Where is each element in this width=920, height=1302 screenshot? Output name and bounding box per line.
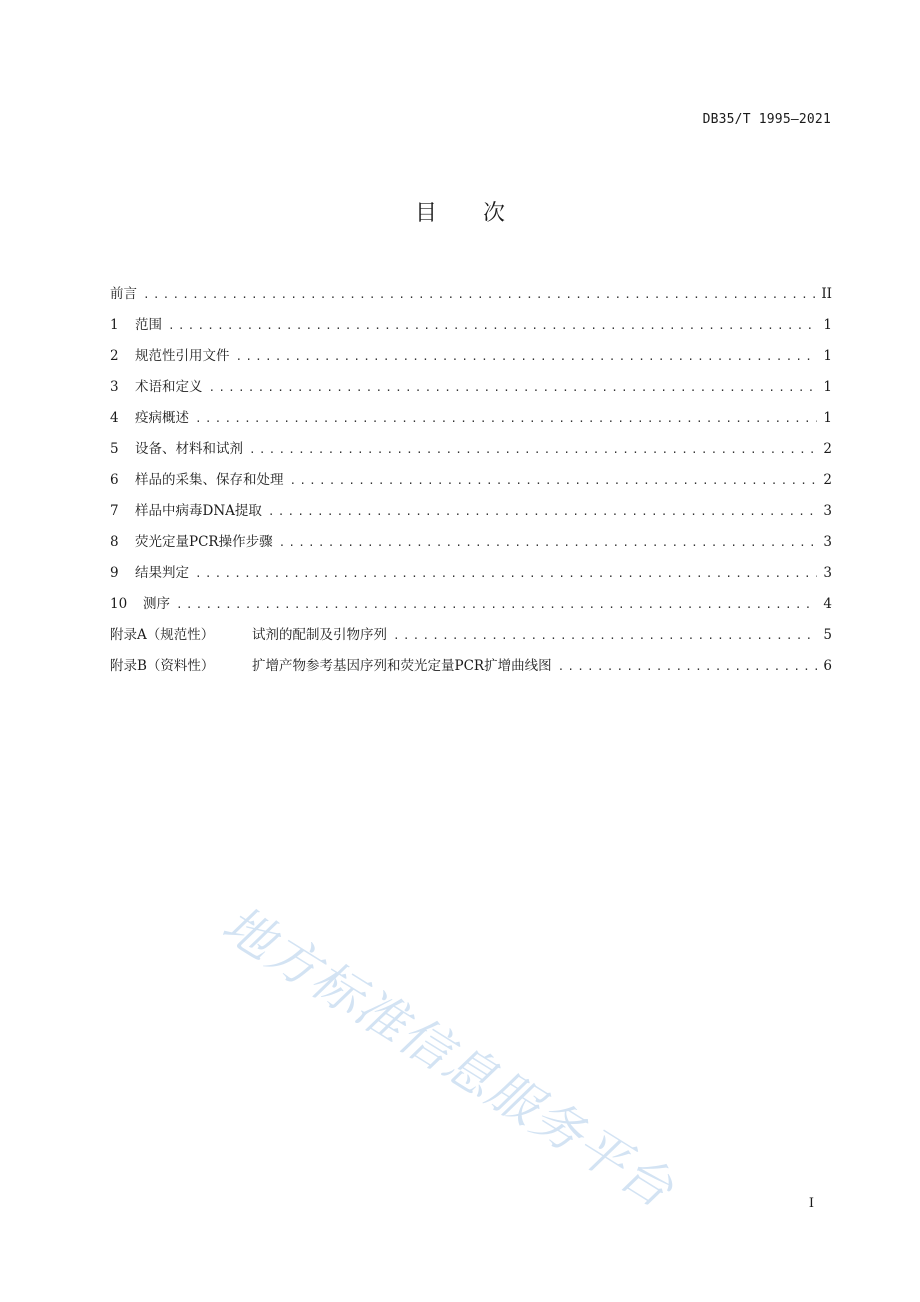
toc-entry-title: 疫病概述 — [135, 410, 189, 426]
toc-entry-page: 2 — [823, 472, 832, 488]
toc-entry-page: 1 — [823, 348, 832, 364]
toc-entry-page: 6 — [823, 658, 832, 674]
toc-entry-title: 设备、材料和试剂 — [135, 441, 243, 457]
toc-entry-title: 扩增产物参考基因序列和荧光定量PCR扩增曲线图 — [252, 658, 552, 674]
toc-entry-page: 3 — [823, 503, 832, 519]
toc-entry-sample-collection[interactable] — [110, 468, 832, 499]
toc-entry-terms-definitions[interactable] — [110, 375, 832, 406]
toc-leader-dots — [236, 350, 818, 363]
toc-entry-title: 荧光定量PCR操作步骤 — [135, 534, 273, 550]
toc-leader-dots — [168, 319, 817, 332]
toc-entry-title: 样品中病毒DNA提取 — [135, 503, 262, 519]
toc-entry-title: 规范性引用文件 — [135, 348, 230, 364]
toc-entry-number: 3 — [110, 379, 119, 395]
toc-entry-number: 2 — [110, 348, 119, 364]
toc-entry-page: 3 — [823, 534, 832, 550]
toc-entry-number: 附录B（资料性） — [110, 658, 215, 674]
toc-leader-dots — [143, 288, 815, 301]
toc-entry-page: II — [821, 286, 832, 302]
toc-entry-number: 8 — [110, 534, 119, 550]
page-number: I — [808, 1196, 814, 1211]
toc-leader-dots — [249, 443, 817, 456]
toc-leader-dots — [268, 505, 818, 518]
toc-entry-title: 试剂的配制及引物序列 — [252, 627, 387, 643]
toc-entry-number: 7 — [110, 503, 119, 519]
toc-entry-page: 4 — [823, 596, 832, 612]
toc-entry-title: 范围 — [135, 317, 162, 333]
page-title-char-1: 目 — [414, 201, 437, 226]
toc-entry-sequencing[interactable] — [110, 592, 832, 623]
toc-entry-title: 测序 — [143, 596, 170, 612]
toc-entry-title: 术语和定义 — [135, 379, 203, 395]
toc-entry-page: 1 — [823, 379, 832, 395]
toc-entry-result-judgment[interactable] — [110, 561, 832, 592]
toc-entry-number: 附录A（规范性） — [110, 627, 215, 643]
toc-entry-number: 9 — [110, 565, 119, 581]
toc-entry-number: 5 — [110, 441, 119, 457]
toc-entry-equipment[interactable] — [110, 437, 832, 468]
toc-leader-dots — [279, 536, 818, 549]
toc-entry-title: 样品的采集、保存和处理 — [135, 472, 284, 488]
toc-entry-page: 1 — [823, 317, 832, 333]
toc-entry-dna-extraction[interactable] — [110, 499, 832, 530]
toc-leader-dots — [290, 474, 818, 487]
toc-entry-normative-references[interactable] — [110, 344, 832, 375]
page-title — [0, 196, 920, 227]
toc-entry-number: 1 — [110, 317, 119, 333]
toc-leader-dots — [195, 567, 817, 580]
toc-entry-page: 5 — [823, 627, 832, 643]
toc-entry-disease-overview[interactable] — [110, 406, 832, 437]
toc-entry-foreword[interactable] — [110, 282, 832, 313]
toc-entry-page: 1 — [823, 410, 832, 426]
watermark: 地方标准信息服务平台 — [212, 894, 685, 1220]
toc-leader-dots — [209, 381, 818, 394]
toc-entry-page: 3 — [823, 565, 832, 581]
toc-entry-title: 结果判定 — [135, 565, 189, 581]
toc-leader-dots — [393, 629, 817, 642]
standard-code: DB35/T 1995—2021 — [702, 112, 831, 127]
toc-entry-pcr-procedure[interactable] — [110, 530, 832, 561]
toc-entry-scope[interactable] — [110, 313, 832, 344]
toc-entry-number: 4 — [110, 410, 119, 426]
toc-leader-dots — [558, 660, 818, 673]
toc-entry-appendix-a[interactable] — [110, 623, 832, 654]
toc-entry-page: 2 — [823, 441, 832, 457]
toc-entry-number: 6 — [110, 472, 119, 488]
toc-leader-dots — [176, 598, 817, 611]
toc-entry-number: 10 — [110, 596, 128, 612]
toc-leader-dots — [195, 412, 817, 425]
page-title-char-2: 次 — [483, 201, 506, 226]
toc-entry-appendix-b[interactable] — [110, 654, 832, 685]
table-of-contents — [110, 282, 832, 685]
toc-entry-title: 前言 — [110, 286, 137, 302]
